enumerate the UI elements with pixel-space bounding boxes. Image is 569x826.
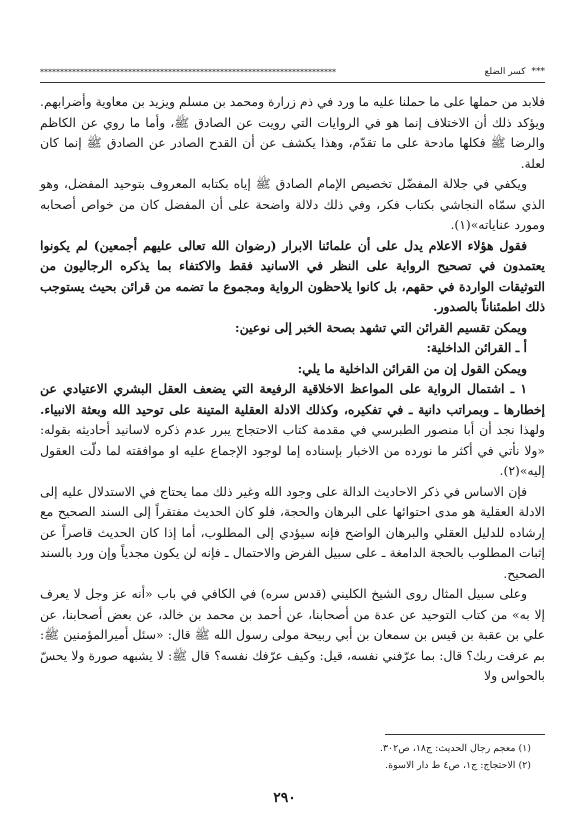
header-rule xyxy=(40,82,545,83)
paragraph-6-plain: ولهذا نجد أن أبا منصور الطبرسي في مقدمة كتاب الاحتجاج يبرر عدم ذكره لاسانيد أحاديثه بقوله: «ولا نأتي في أكثر ما نورده من الاخبار بإسناده إما لوجود الإجماع عليه او موافقته لما دلّت العقول إليه»(٢). xyxy=(40,422,545,478)
header-marker: *** xyxy=(531,67,545,77)
page-number: ٢٩٠ xyxy=(273,790,296,806)
footnote-2: (٢) الاحتجاج: ج١، ص٤ ط دار الاسوة. xyxy=(385,760,531,771)
footnotes xyxy=(40,740,545,774)
footnote-1: (١) معجم رجال الحديث: ج١٨، ص٣٠٢. xyxy=(379,743,531,754)
section-heading: أ ـ القرائن الداخلية: xyxy=(426,340,527,355)
paragraph-8: وعلى سبيل المثال روى الشيخ الكليني (قدس سره) في الكافي في باب «أنه عز وجل لا يعرف إلا به» من كتاب التوحيد عن عدة من أصحابنا، عن أحمد بن محمد بن خالد، عن بعض أصحابنا، عن علي بن عقبة بن قيس بن سمعان بن أبي ربيحة مولى رسول الله ﷺ قال: «سئل أميرالمؤمنين ﷺ: بم عرفت ربك؟ قال: بما عرّفني نفسه، قيل: وكيف عرّفك نفسه؟ قال ﷺ: لا يشبهه صورة ولا يحسّ بالحواس ولا xyxy=(40,586,545,683)
footnote-rule xyxy=(385,734,545,735)
paragraph-4: ويمكن تقسيم القرائن التي تشهد بصحة الخبر إلى نوعين: xyxy=(235,319,527,335)
header-stars: ************************************************************************** xyxy=(40,67,336,77)
paragraph-6-bold: ١ ـ اشتمال الرواية على المواعظ الاخلاقية الرفيعة التي يضعف العقل البشري الاعتيادي عن إخطارها ـ وبمراتب دانية ـ في تفكيره، وكذلك الادلة العقلية المتينة على توحيد الله وبعثة الانبياء. xyxy=(40,381,545,417)
running-head xyxy=(40,64,545,80)
paragraph-5: ويمكن القول إن من القرائن الداخلية ما يلي: xyxy=(297,360,527,376)
main-text xyxy=(40,92,545,687)
paragraph-3: فقول هؤلاء الاعلام يدل على أن علمائنا الابرار (رضوان الله تعالى عليهم أجمعين) لم يكونوا يعتمدون في تصحيح الرواية على النظر في الاسانيد فقط والاكتفاء بما يذكره الرجاليون من التوثيقات الواردة في حقهم، بل كانوا يلاحظون الرواية ومجموع ما تضمه من قرائن بحيث يستوجب ذلك اطمئناناً بالصدور. xyxy=(40,237,545,314)
header-title: كسر الضلع xyxy=(484,67,526,77)
paragraph-7: فإن الاساس في ذكر الاحاديث الدالة على وجود الله وغير ذلك مما يحتاج في الاستدلال عليه إلى الادلة العقلية هو مدى احتوائها على البرهان والحجة، فلو كان الحديث مفتقراً إلى السند الصحيح مع إرشاده للدليل العقلي والبرهان الواضح فإنه سيؤدي إلى المطلوب، أما إذا كان الحديث قاصراً عن إثبات المطلوب بالحجة الدامغة ـ على سبيل الفرض والاحتمال ـ فإنه لن يكون مجدياً وإن ورد بالسند الصحيح. xyxy=(40,483,545,581)
paragraph-2: ويكفي في جلالة المفضّل تخصيص الإمام الصادق ﷺ إياه بكتابه المعروف بتوحيد المفضل، وهو الذي سمّاه النجاشي بكتاب فكر، وفي ذلك دلالة واضحة على أن المفضل كان من خواص أصحابه ومورد عناياته»(١). xyxy=(40,176,545,232)
paragraph-1: فلابد من حملها على ما حملنا عليه ما ورد في ذم زرارة ومحمد بن مسلم ويزيد بن معاوية وأضرابهم. ويؤكد ذلك أن الاختلاف إنما هو في الروايات التي رويت عن الصادق ﷺ، وأما ما روي عن الكاظم والرضا ﷺ فكلها مادحة على ما تقدّم، وهذا يكشف عن أن القدح الصادر عن الصادق ﷺ إنما كان لعلة. xyxy=(40,94,545,171)
paragraph-6 xyxy=(40,379,545,482)
